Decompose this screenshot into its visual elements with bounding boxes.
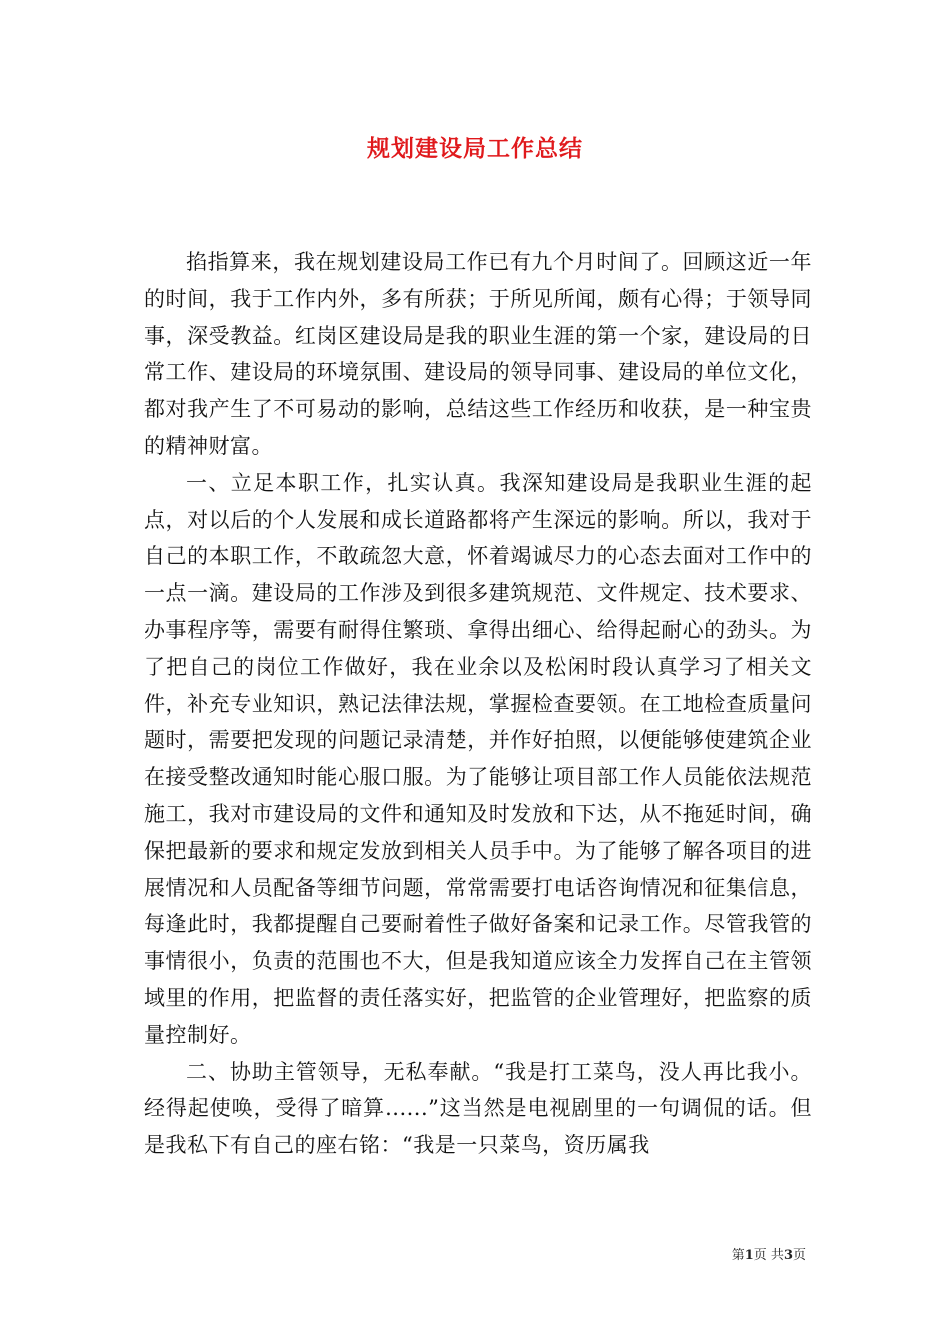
paragraph-section-two: 二、协助主管领导，无私奉献。“我是打工菜鸟，没人再比我小。经得起使唤，受得了暗算......”这当然是电视剧里的一句调侃的话。但是我私下有自己的座右铭：“我是一只菜鸟，资历属我 bbox=[144, 1059, 812, 1158]
paragraph-section-one: 一、立足本职工作，扎实认真。我深知建设局是我职业生涯的起点，对以后的个人发展和成长道路都将产生深远的影响。所以，我对于自己的本职工作，不敢疏忽大意，怀着竭诚尽力的心态去面对工作中的一点一滴。建设局的工作涉及到很多建筑规范、文件规定、技术要求、办事程序等，需要有耐得住繁琐、拿得出细心、给得起耐心的劲头。为了把自己的岗位工作做好，我在业余以及松闲时段认真学习了相关文件，补充专业知识，熟记法律法规，掌握检查要领。在工地检查质量问题时，需要把发现的问题记录清楚，并作好拍照，以便能够使建筑企业在接受整改通知时能心服口服。为了能够让项目部工作人员能依法规范施工，我对市建设局的文件和通知及时发放和下达，从不拖延时间，确保把最新的要求和规定发放到相关人员手中。为了能够了解各项目的进展情况和人员配备等细节问题，常常需要打电话咨询情况和征集信息，每逢此时，我都提醒自己要耐着性子做好备案和记录工作。尽管我管的事情很小，负责的范围也不大，但是我知道应该全力发挥自己在主管领域里的作用，把监督的责任落实好，把监管的企业管理好，把监察的质量控制好。 bbox=[144, 470, 812, 1047]
paragraph-intro: 掐指算来，我在规划建设局工作已有九个月时间了。回顾这近一年的时间，我于工作内外，多有所获；于所见所闻，颇有心得；于领导同事，深受教益。红岗区建设局是我的职业生涯的第一个家，建设局的日常工作、建设局的环境氛围、建设局的领导同事、建设局的单位文化，都对我产生了不可易动的影响，总结这些工作经历和收获，是一种宝贵的精神财富。 bbox=[144, 250, 812, 458]
footer-suffix: 页 bbox=[792, 1248, 806, 1263]
document-title: 规划建设局工作总结 bbox=[367, 135, 583, 162]
document-body bbox=[144, 244, 812, 1164]
footer-middle: 页 共 bbox=[753, 1248, 784, 1263]
page-footer bbox=[732, 1248, 806, 1264]
footer-current-page: 1 bbox=[744, 1248, 754, 1263]
footer-prefix: 第 bbox=[731, 1248, 745, 1263]
footer-total-pages: 3 bbox=[783, 1248, 793, 1263]
